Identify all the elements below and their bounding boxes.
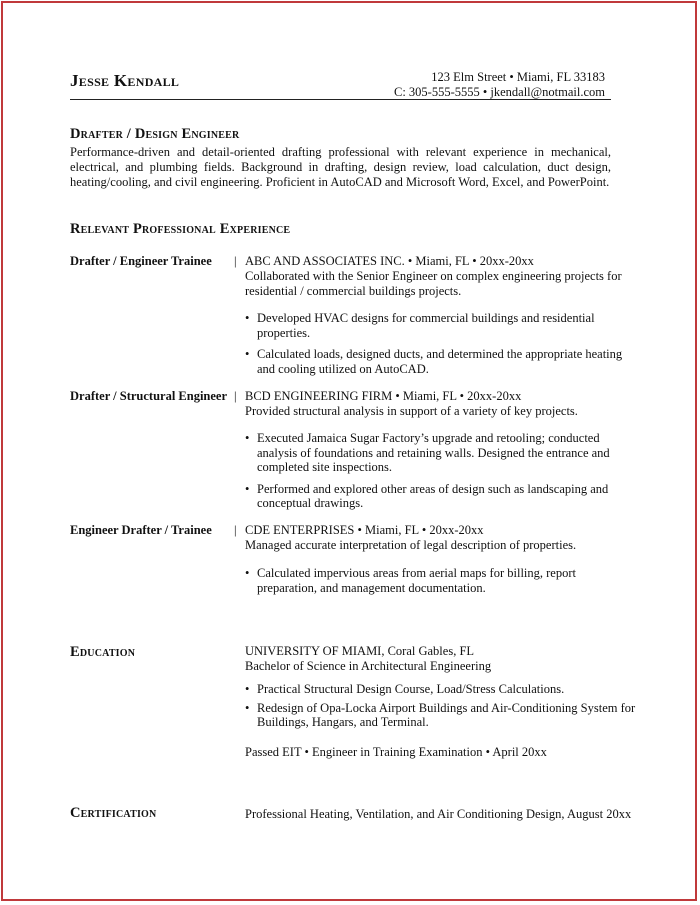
- education-bullets: [245, 682, 645, 734]
- candidate-name: Jesse Kendall: [70, 71, 180, 90]
- contact-block: [394, 70, 605, 100]
- address-line: 123 Elm Street • Miami, FL 33183: [431, 70, 605, 84]
- certification-heading: Certification: [70, 805, 157, 821]
- phone-email-line: C: 305-555-5555 • jkendall@notmail.com: [394, 85, 605, 99]
- job-entry: [245, 389, 645, 419]
- job-description: Provided structural analysis in support of a variety of key projects.: [245, 404, 578, 418]
- certification-text: Professional Heating, Ventilation, and Air Conditioning Design, August 20xx: [245, 807, 632, 821]
- job-employer: ABC AND ASSOCIATES INC. • Miami, FL • 20xx-20xx: [245, 254, 534, 268]
- job-separator: |: [234, 389, 237, 403]
- job-description: Managed accurate interpretation of legal description of properties.: [245, 538, 577, 552]
- education-heading: Education: [70, 644, 136, 660]
- list-item: • Executed Jamaica Sugar Factory’s upgrade and retooling; conducted analysis of foundations and retaining walls. Designed the entrance and completed site inspections.: [245, 431, 615, 475]
- summary-text: Performance-driven and detail-oriented drafting professional with relevant experience in mechanical, electrical, and plumbing fields. Background in drafting, design review, load calculation, duct design, heating/cooling, and civil engineering. Proficient in AutoCAD and Microsoft Word, Excel, and PowerPoint.: [70, 145, 611, 189]
- list-item: • Calculated loads, designed ducts, and determined the appropriate heating and cooling utilized on AutoCAD.: [245, 347, 623, 376]
- job-title: Drafter / Engineer Trainee: [70, 254, 212, 268]
- degree-name: Bachelor of Science in Architectural Engineering: [245, 659, 492, 673]
- job-title: Engineer Drafter / Trainee: [70, 523, 212, 537]
- job-description: Collaborated with the Senior Engineer on complex engineering projects for residential / commercial buildings projects.: [245, 269, 622, 298]
- job-title: Drafter / Structural Engineer: [70, 389, 228, 403]
- job-separator: |: [234, 254, 237, 268]
- job-employer: BCD ENGINEERING FIRM • Miami, FL • 20xx-20xx: [245, 389, 522, 403]
- job-separator: |: [234, 523, 237, 537]
- resume-page: [1, 1, 697, 901]
- job-bullets: [245, 566, 590, 602]
- header-rule: [70, 99, 611, 100]
- list-item: • Developed HVAC designs for commercial buildings and residential properties.: [245, 311, 623, 340]
- list-item: • Redesign of Opa-Locka Airport Buildings and Air-Conditioning System for Buildings, Hangars, and Terminal.: [245, 701, 645, 730]
- list-item: • Calculated impervious areas from aerial maps for billing, report preparation, and management documentation.: [245, 566, 590, 595]
- exam-line: Passed EIT • Engineer in Training Examination • April 20xx: [245, 745, 547, 759]
- list-item: • Practical Structural Design Course, Load/Stress Calculations.: [245, 682, 645, 697]
- job-entry: [245, 523, 645, 553]
- job-bullets: [245, 431, 615, 518]
- job-entry: [245, 254, 645, 299]
- job-employer: CDE ENTERPRISES • Miami, FL • 20xx-20xx: [245, 523, 484, 537]
- experience-heading: Relevant Professional Experience: [70, 221, 291, 237]
- education-entry: [245, 644, 645, 674]
- school-name: UNIVERSITY OF MIAMI, Coral Gables, FL: [245, 644, 475, 658]
- summary-heading: Drafter / Design Engineer: [70, 126, 240, 142]
- list-item: • Performed and explored other areas of design such as landscaping and conceptual drawings.: [245, 482, 615, 511]
- job-bullets: [245, 311, 623, 383]
